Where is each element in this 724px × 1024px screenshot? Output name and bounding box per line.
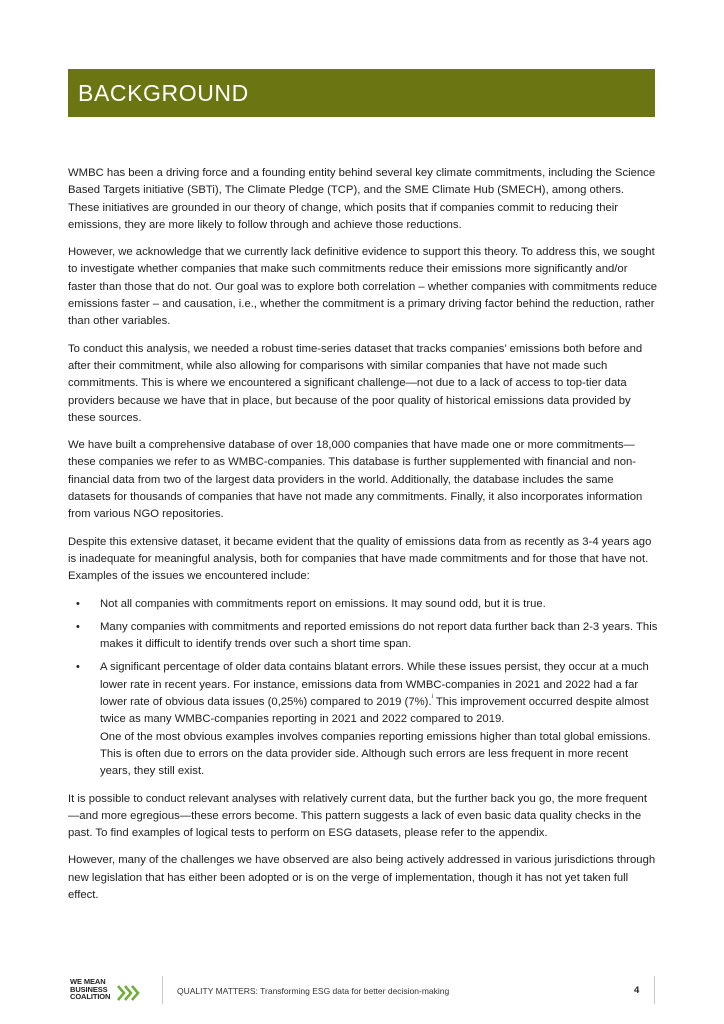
endnote-marker[interactable]: i: [431, 694, 433, 701]
list-item-text: Many companies with commitments and reported emissions do not report data further back than 2-3 years. This makes it difficult to identify trends over such a short time span.: [100, 620, 658, 651]
list-item: [68, 619, 658, 654]
body-text: [68, 165, 658, 914]
bullet-icon: •: [76, 597, 80, 610]
page-number: 4: [634, 985, 640, 996]
paragraph: To conduct this analysis, we needed a robust time-series dataset that tracks companies’ emissions both before and after their commitment, while also allowing for comparisons with similar companies that have not made such commitments. This is where we encountered a significant challenge—not due to a lack of access to top-tier data providers because we have that in place, but because of the poor quality of historical emissions data provided by these sources.: [68, 342, 643, 424]
paragraph: It is possible to conduct relevant analyses with relatively current data, but the further back you go, the more frequent—and more egregious—these errors become. This pattern suggests a lack of even basic data quality checks in the past. To find examples of logical tests to perform on ESG datasets, please refer to the appendix.: [68, 792, 647, 840]
paragraph: Despite this extensive dataset, it became evident that the quality of emissions data from as recently as 3-4 years ago is inadequate for meaningful analysis, both for companies that have made commitments and for those that have not. Examples of the issues we encountered include:: [68, 535, 652, 583]
paragraph: However, we acknowledge that we currently lack definitive evidence to support this theory. To address this, we sought to investigate whether companies that make such commitments reduce their emissions more significantly and/or faster than those that do not. Our goal was to explore both correlation – whether companies with commitments reduce emissions faster – and causation, i.e., whether the commitment is a primary driving factor behind the reduction, rather than other variables.: [68, 246, 658, 328]
section-header-bar: [68, 69, 655, 117]
chevrons-icon: [117, 985, 143, 1001]
bullet-icon: •: [76, 661, 80, 674]
footer-divider: [654, 976, 655, 1004]
list-item-text: One of the most obvious examples involves companies reporting emissions higher than total global emissions. This is often due to errors on the data provider side. Although such errors are less frequent in more recent years, they still exist.: [100, 730, 651, 778]
section-title: BACKGROUND: [78, 80, 249, 106]
footer-divider: [162, 976, 163, 1004]
list-item-text: A significant percentage of older data contains blatant errors. While these issues persist, they occur at a much lower rate in recent years. For instance, emissions data from WMBC-companies in 2021 and 2022 had a far lower rate of obvious data issues (0,25%) compared to 2019 (7%).: [100, 661, 649, 709]
wmbc-logo: [70, 978, 160, 1008]
paragraph: WMBC has been a driving force and a founding entity behind several key climate commitments, including the Science Based Targets initiative (SBTi), The Climate Pledge (TCP), and the SME Climate Hub (SMECH), among others. These initiatives are grounded in our theory of change, which posits that if companies commit to reducing their emissions, they are more likely to follow through and achieve those reductions.: [68, 167, 656, 231]
list-item-text: Not all companies with commitments report on emissions. It may sound odd, but it is true.: [100, 597, 546, 610]
bullet-icon: •: [76, 620, 80, 633]
issues-list: [68, 596, 658, 781]
list-item-text: This improvement occurred despite almost twice as many WMBC-companies reporting in 2021 and 2022 compared to 2019.: [100, 696, 649, 726]
logo-wordmark: WE MEAN BUSINESS COALITION: [70, 977, 111, 1002]
report-title: QUALITY MATTERS: Transforming ESG data for better decision-making: [177, 986, 450, 996]
list-item: [68, 596, 658, 613]
list-item: [68, 659, 658, 780]
paragraph: We have built a comprehensive database of over 18,000 companies that have made one or more commitments—these companies we refer to as WMBC-companies. This database is further supplemented with financial and non-financial data from two of the largest data providers in the world. Additionally, the database includes the same datasets for thousands of companies that have not made any commitments. Finally, it also incorporates information from various NGO repositories.: [68, 439, 643, 521]
paragraph: However, many of the challenges we have observed are also being actively addressed in various jurisdictions through new legislation that has either been adopted or is on the verge of implementation, though it has not yet taken full effect.: [68, 854, 656, 901]
